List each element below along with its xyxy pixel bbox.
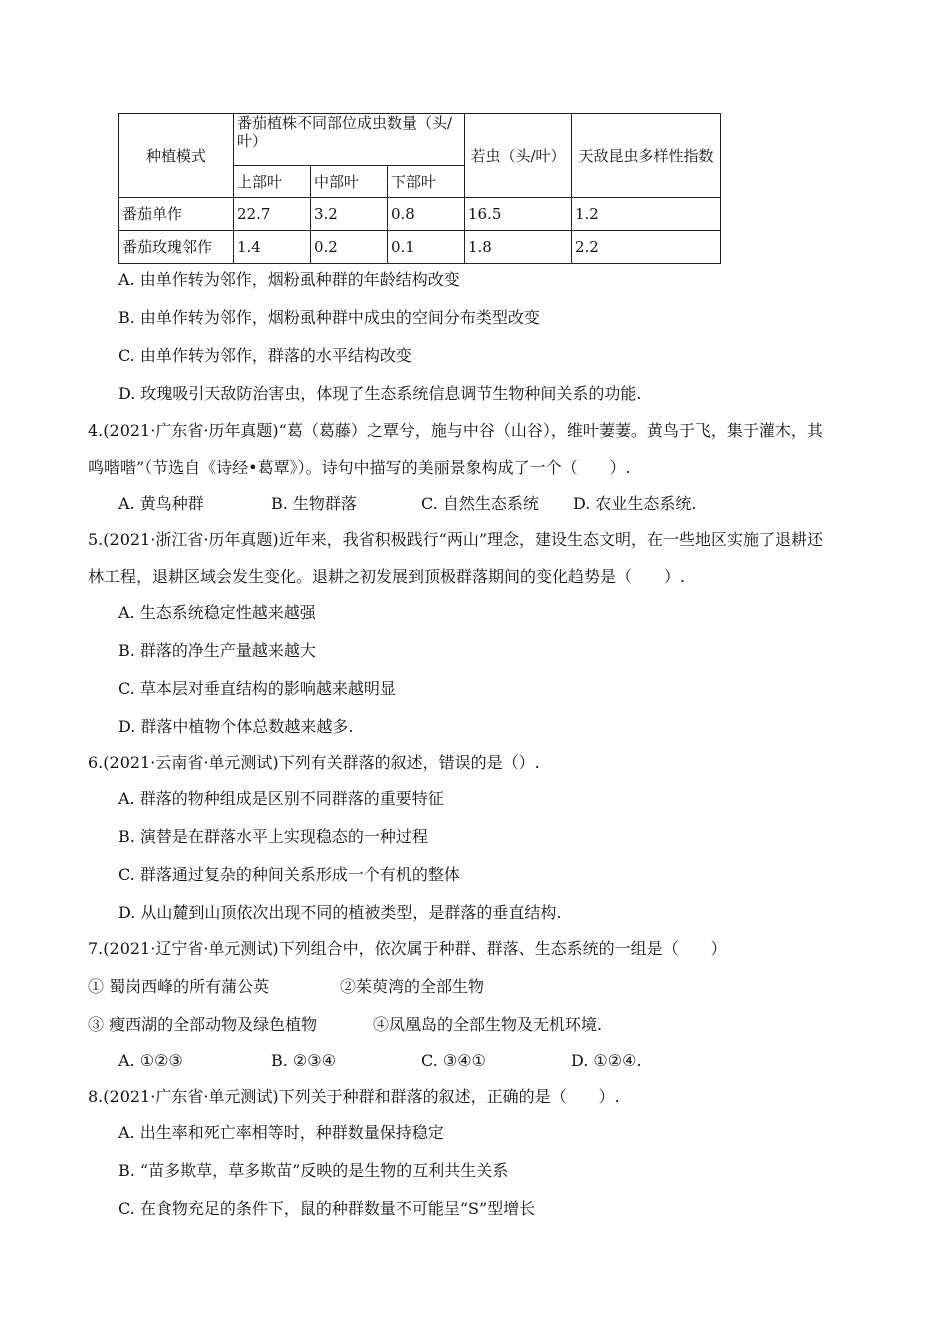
cell-mode: 番茄玫瑰邻作 xyxy=(119,231,234,264)
q3-option-d: D. 玫瑰吸引天敌防治害虫，体现了生态系统信息调节生物种间关系的功能. xyxy=(118,384,642,403)
q3-option-a: A. 由单作转为邻作，烟粉虱种群的年龄结构改变 xyxy=(118,270,460,289)
q8-stem: 8.(2021·广东省·单元测试)下列关于种群和群落的叙述，正确的是（ ）. xyxy=(88,1087,620,1106)
q7-option-b: B. ②③④ xyxy=(271,1051,336,1070)
q5-option-b: B. 群落的净生产量越来越大 xyxy=(118,641,316,660)
q6-option-a: A. 群落的物种组成是区别不同群落的重要特征 xyxy=(118,789,444,808)
q5-stem-line2: 林工程，退耕区域会发生变化。退耕之初发展到顶极群落期间的变化趋势是（ ）. xyxy=(88,567,686,586)
q4-option-b: B. 生物群落 xyxy=(271,494,357,513)
q3-option-c: C. 由单作转为邻作，群落的水平结构改变 xyxy=(118,346,412,365)
cell-upper: 1.4 xyxy=(234,231,311,264)
table-row xyxy=(119,231,721,264)
q6-option-b: B. 演替是在群落水平上实现稳态的一种过程 xyxy=(118,827,428,846)
cell-mode: 番茄单作 xyxy=(119,198,234,231)
q7-option-a: A. ①②③ xyxy=(118,1051,183,1070)
q8-option-b: B. “苗多欺草，草多欺苗”反映的是生物的互利共生关系 xyxy=(118,1161,509,1180)
q5-option-d: D. 群落中植物个体总数越来越多. xyxy=(118,717,354,736)
table-row xyxy=(119,198,721,231)
q4-option-d: D. 农业生态系统. xyxy=(573,494,697,513)
q7-statement-3: ③ 瘦西湖的全部动物及绿色植物 xyxy=(88,1015,318,1034)
q4-stem-line1: 4.(2021·广东省·历年真题)“葛（葛藤）之覃兮，施与中谷（山谷），维叶萋萋。黄鸟于飞，集于灌木，其 xyxy=(88,421,823,440)
header-lower-leaf: 下部叶 xyxy=(388,166,465,198)
q5-option-a: A. 生态系统稳定性越来越强 xyxy=(118,603,316,622)
q7-statement-1: ① 蜀岗西峰的所有蒲公英 xyxy=(88,977,270,996)
cell-middle: 0.2 xyxy=(311,231,388,264)
q4-stem-line2: 鸣喈喈”（节选自《诗经•葛覃》）。诗句中描写的美丽景象构成了一个（ ）. xyxy=(88,458,631,477)
header-diversity-index: 天敌昆虫多样性指数 xyxy=(572,114,721,198)
q5-stem-line1: 5.(2021·浙江省·历年真题)近年来，我省积极践行“两山”理念，建设生态文明，在一些地区实施了退耕还 xyxy=(88,530,824,549)
q4-option-c: C. 自然生态系统 xyxy=(421,494,539,513)
cell-middle: 3.2 xyxy=(311,198,388,231)
cell-nymph: 16.5 xyxy=(465,198,572,231)
header-planting-mode: 种植模式 xyxy=(119,114,234,198)
q6-option-d: D. 从山麓到山顶依次出现不同的植被类型，是群落的垂直结构. xyxy=(118,903,562,922)
q7-option-d: D. ①②④. xyxy=(571,1051,642,1070)
header-adult-count: 番茄植株不同部位成虫数量（头/叶） xyxy=(234,114,465,166)
cell-diversity: 2.2 xyxy=(572,231,721,264)
q3-option-b: B. 由单作转为邻作，烟粉虱种群中成虫的空间分布类型改变 xyxy=(118,308,540,327)
q7-option-c: C. ③④① xyxy=(421,1051,486,1070)
header-middle-leaf: 中部叶 xyxy=(311,166,388,198)
q6-option-c: C. 群落通过复杂的种间关系形成一个有机的整体 xyxy=(118,865,460,884)
q8-option-a: A. 出生率和死亡率相等时，种群数量保持稳定 xyxy=(118,1123,444,1142)
cell-diversity: 1.2 xyxy=(572,198,721,231)
header-upper-leaf: 上部叶 xyxy=(234,166,311,198)
cell-upper: 22.7 xyxy=(234,198,311,231)
q7-stem: 7.(2021·辽宁省·单元测试)下列组合中，依次属于种群、群落、生态系统的一组是（ ） xyxy=(88,939,727,958)
q8-option-c: C. 在食物充足的条件下，鼠的种群数量不可能呈“S”型增长 xyxy=(118,1199,536,1218)
q5-option-c: C. 草本层对垂直结构的影响越来越明显 xyxy=(118,679,396,698)
cell-nymph: 1.8 xyxy=(465,231,572,264)
pest-data-table xyxy=(118,113,721,264)
header-nymph: 若虫（头/叶） xyxy=(465,114,572,198)
q7-statement-4: ④凤凰岛的全部生物及无机环境. xyxy=(373,1015,603,1034)
cell-lower: 0.8 xyxy=(388,198,465,231)
q7-statement-2: ②茱萸湾的全部生物 xyxy=(340,977,485,996)
q6-stem: 6.(2021·云南省·单元测试)下列有关群落的叙述，错误的是（）. xyxy=(88,753,540,772)
q4-option-a: A. 黄鸟种群 xyxy=(118,494,204,513)
cell-lower: 0.1 xyxy=(388,231,465,264)
